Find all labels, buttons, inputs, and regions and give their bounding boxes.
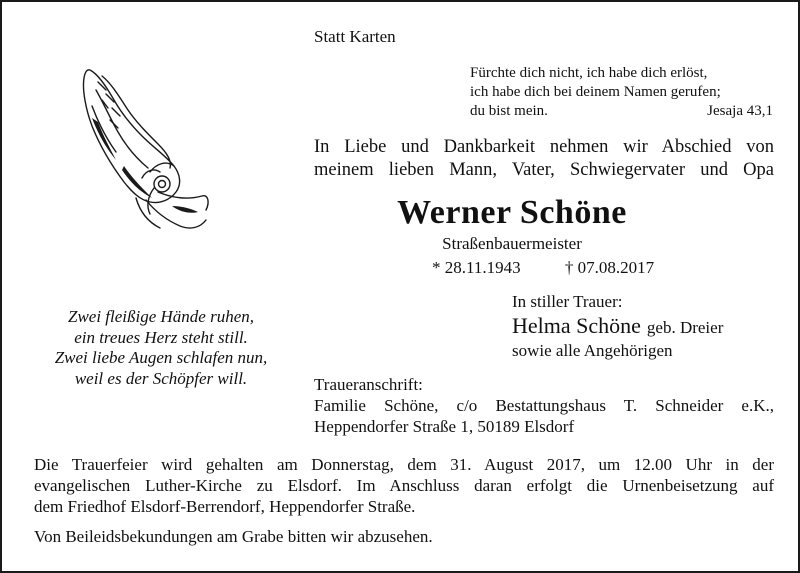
verse-last-line: [470, 102, 773, 121]
widow-name: Helma Schöne: [512, 313, 641, 338]
birth-date: * 28.11.1943: [432, 258, 521, 277]
poem-line: ein treues Herz steht still.: [74, 327, 248, 347]
ceremony-line: dem Friedhof Elsdorf-Berrendorf, Heppendorfer Straße.: [34, 497, 416, 516]
life-dates: [432, 258, 654, 278]
death-date: † 07.08.2017: [564, 258, 655, 277]
verse-line: Fürchte dich nicht, ich habe dich erlöst,: [470, 65, 708, 81]
poem-line: weil es der Schöpfer will.: [74, 368, 248, 388]
poem-line: Zwei liebe Augen schlafen nun,: [54, 348, 268, 367]
ceremony-line: evangelischen Luther-Kirche zu Elsdorf. Im Anschluss daran erfolgt die Urnenbeisetzung auf: [34, 476, 774, 495]
bible-verse: [470, 64, 773, 121]
header-text: Statt Karten: [314, 27, 396, 46]
funeral-ceremony-text: [34, 454, 774, 517]
intro-line: In Liebe und Dankbarkeit nehmen wir Abschied von: [314, 137, 774, 157]
address-label: Traueranschrift:: [314, 375, 423, 394]
intro-text: [314, 136, 774, 182]
mourning-label: In stiller Trauer:: [512, 292, 623, 311]
mourning-address: [314, 374, 774, 437]
verse-line: ich habe dich bei deinem Namen gerufen;: [470, 84, 721, 100]
deceased-profession: Straßenbauermeister: [442, 234, 582, 253]
ceremony-line: Die Trauerfeier wird gehalten am Donnerstag, dem 31. August 2017, um 12.00 Uhr in der: [34, 455, 774, 474]
address-line: Familie Schöne, c/o Bestattungshaus T. Schneider e.K.,: [314, 396, 774, 415]
verse-line: du bist mein.: [470, 103, 548, 119]
relatives-text: sowie alle Angehörigen: [512, 341, 673, 360]
address-line: Heppendorfer Straße 1, 50189 Elsdorf: [314, 417, 575, 436]
poem-line: Zwei fleißige Hände ruhen,: [67, 307, 255, 326]
deceased-name: Werner Schöne: [397, 194, 627, 231]
verse-reference: Jesaja 43,1: [707, 103, 773, 119]
condolence-note: Von Beileidsbekundungen am Grabe bitten wir abzusehen.: [34, 527, 433, 546]
widow: [512, 313, 723, 339]
intro-line: meinem lieben Mann, Vater, Schwiegervater und Opa: [314, 160, 774, 180]
widow-nee: geb. Dreier: [646, 318, 724, 337]
praying-hands-icon: [62, 60, 212, 232]
memorial-poem: [30, 307, 292, 389]
